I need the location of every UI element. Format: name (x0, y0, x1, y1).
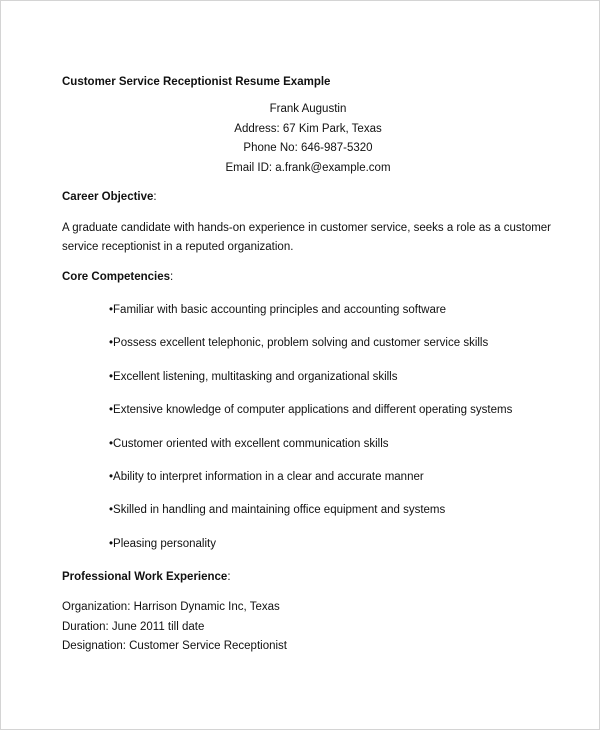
competency-list-item (109, 469, 424, 485)
competency-list-item (109, 335, 488, 351)
career-objective-heading (62, 189, 157, 205)
competency-text: Customer oriented with excellent communication skills (113, 437, 389, 450)
heading-colon: : (227, 571, 231, 583)
bullet-icon: • (109, 370, 114, 383)
competency-list-item (109, 502, 445, 518)
work-experience-heading (62, 569, 231, 585)
competency-text: Extensive knowledge of computer applications and different operating systems (113, 404, 513, 417)
bullet-icon: • (109, 337, 114, 350)
heading-text: Career Objective (62, 191, 154, 203)
competency-list-item (109, 436, 389, 452)
work-organization: Organization: Harrison Dynamic Inc, Texas (62, 601, 280, 613)
contact-name: Frank Augustin (269, 103, 347, 115)
contact-phone: Phone No: 646-987-5320 (243, 142, 373, 154)
competency-list-item (109, 536, 216, 552)
contact-address: Address: 67 Kim Park, Texas (234, 123, 382, 135)
competency-list-item (109, 402, 512, 418)
heading-text: Core Competencies (62, 271, 171, 283)
work-duration: Duration: June 2011 till date (62, 621, 205, 633)
bullet-icon: • (109, 537, 114, 550)
competency-text: Ability to interpret information in a clear and accurate manner (113, 471, 424, 483)
bullet-icon: • (109, 437, 114, 450)
bullet-icon: • (109, 504, 114, 517)
competency-list-item (109, 302, 446, 318)
heading-colon: : (153, 191, 157, 203)
heading-text: Professional Work Experience (62, 571, 228, 583)
competency-list-item (109, 369, 397, 385)
career-objective-line: service receptionist in a reputed organization. (62, 241, 294, 253)
contact-email: Email ID: a.frank@example.com (225, 162, 391, 174)
bullet-icon: • (109, 471, 114, 483)
work-designation: Designation: Customer Service Receptionist (62, 640, 287, 652)
core-competencies-heading (62, 269, 173, 285)
competency-text: Pleasing personality (113, 537, 216, 550)
bullet-icon: • (109, 404, 114, 417)
career-objective-line: A graduate candidate with hands-on experience in customer service, seeks a role as a customer (62, 222, 552, 234)
bullet-icon: • (109, 304, 114, 316)
heading-colon: : (170, 271, 174, 283)
competency-text: Excellent listening, multitasking and organizational skills (113, 370, 398, 383)
competency-text: Familiar with basic accounting principles and accounting software (113, 304, 447, 316)
competency-text: Skilled in handling and maintaining office equipment and systems (113, 504, 446, 517)
competency-text: Possess excellent telephonic, problem solving and customer service skills (113, 337, 489, 350)
document-title: Customer Service Receptionist Resume Example (62, 76, 331, 88)
